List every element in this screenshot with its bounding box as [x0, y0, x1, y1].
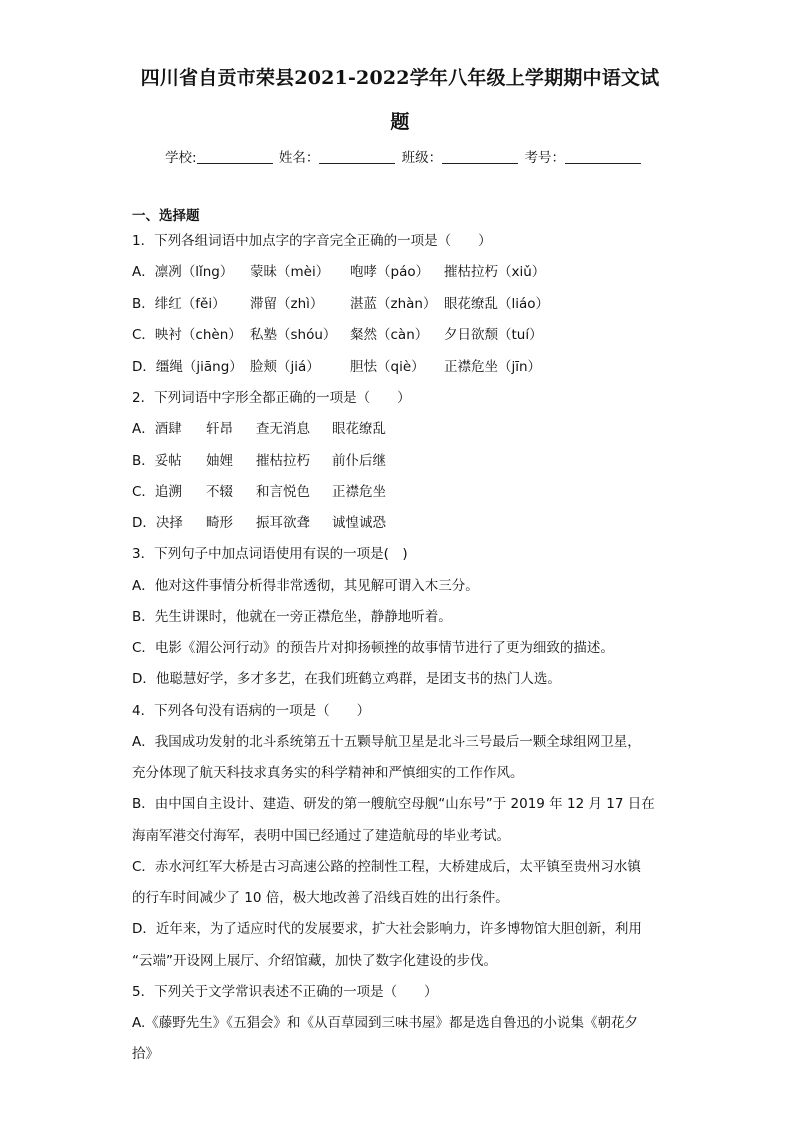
q1-c-word1: C．映衬（chèn） [132, 327, 242, 343]
q2-a-word1: A．酒肆 [132, 421, 182, 437]
q1-d-word1: D．缰绳（jiāng） [132, 359, 243, 375]
name-label: 姓名： [278, 150, 320, 166]
class-blank[interactable] [442, 149, 518, 164]
q4-line-8: “云端”开设网上展厅、介绍馆藏，加快了数字化建设的步伐。 [132, 953, 497, 969]
q4-line-2: 充分体现了航天科技求真务实的科学精神和严慎细实的工作作风。 [132, 765, 524, 781]
q1-a-word1: A．凛冽（lǐng） [132, 264, 234, 280]
q1-option-b [132, 295, 549, 313]
q2-a-word4: 眼花缭乱 [332, 421, 386, 437]
section-heading: 一、选择题 [132, 208, 200, 224]
q2-d-word1: D．决择 [132, 515, 183, 531]
q2-option-b [132, 452, 386, 470]
school-blank[interactable] [197, 149, 273, 164]
student-info-row [165, 146, 643, 166]
q1-option-c [132, 326, 543, 344]
q4-line-4: 海南军港交付海军，表明中国已经通过了建造航母的毕业考试。 [132, 828, 510, 844]
q1-d-word3: 胆怯（qiè） [350, 359, 425, 375]
question-3-stem: 3．下列句子中加点词语使用有误的一项是( ) [132, 546, 408, 562]
exam-title-line1: 四川省自贡市荣县2021-2022学年八年级上学期期中语文试 [140, 67, 660, 89]
q2-c-word3: 和言悦色 [256, 484, 310, 500]
q1-c-word2: 私塾（shóu） [250, 327, 337, 343]
q3-option-b: B．先生讲课时，他就在一旁正襟危坐，静静地听着。 [132, 609, 452, 625]
q1-b-word4: 眼花缭乱（liáo） [444, 296, 550, 312]
q5-line-1: A.《藤野先生》《五猖会》和《从百草园到三味书屋》都是选自鲁迅的小说集《朝花夕 [132, 1015, 639, 1031]
q4-line-1: A．我国成功发射的北斗系统第五十五颗导航卫星是北斗三号最后一颗全球组网卫星， [132, 734, 641, 750]
name-blank[interactable] [319, 149, 395, 164]
q2-b-word4: 前仆后继 [332, 453, 386, 469]
q1-a-word4: 摧枯拉朽（xiǔ） [444, 264, 546, 280]
q1-d-word2: 脸颊（jiá） [250, 359, 320, 375]
q4-line-6: 的行车时间减少了 10 倍，极大地改善了沿线百姓的出行条件。 [132, 890, 509, 906]
q1-a-word3: 咆哮（páo） [350, 264, 430, 280]
q2-c-word2: 不辍 [206, 484, 233, 500]
q1-c-word3: 粲然（càn） [350, 327, 429, 343]
q2-d-word3: 振耳欲聋 [256, 515, 310, 531]
question-5-stem: 5．下列关于文学常识表述不正确的一项是（ ） [132, 984, 438, 1000]
q1-b-word2: 滞留（zhì） [250, 296, 324, 312]
q3-option-d: D．他聪慧好学，多才多艺，在我们班鹤立鸡群，是团支书的热门人选。 [132, 671, 561, 687]
q2-b-word3: 摧枯拉朽 [256, 453, 310, 469]
q3-option-a: A．他对这件事情分析得非常透彻，其见解可谓入木三分。 [132, 578, 479, 594]
q4-line-3: B．由中国自主设计、建造、研发的第一艘航空母舰“山东号”于 2019 年 12 月 17 日在 [132, 796, 655, 812]
q2-option-c [132, 483, 386, 501]
q2-d-word4: 诚惶诚恐 [332, 515, 386, 531]
question-2-stem: 2．下列词语中字形全都正确的一项是（ ） [132, 390, 411, 406]
q2-a-word3: 查无消息 [256, 421, 310, 437]
q2-b-word1: B．妥帖 [132, 453, 182, 469]
q1-b-word3: 湛蓝（zhàn） [350, 296, 437, 312]
q2-c-word1: C．追溯 [132, 484, 182, 500]
q2-a-word2: 轩昂 [206, 421, 233, 437]
q2-d-word2: 畸形 [206, 515, 233, 531]
number-label: 考号： [524, 150, 565, 166]
q5-line-2: 拾》 [132, 1046, 159, 1062]
q4-line-7: D．近年来，为了适应时代的发展要求，扩大社会影响力，许多博物馆大胆创新，利用 [132, 921, 642, 937]
q1-a-word2: 蒙昧（mèi） [250, 264, 330, 280]
question-1-stem: 1．下列各组词语中加点字的字音完全正确的一项是（ ） [132, 233, 492, 249]
q1-d-word4: 正襟危坐（jīn） [444, 359, 542, 375]
q1-option-a [132, 263, 545, 281]
exam-title-line2: 题 [390, 111, 410, 133]
school-label: 学校: [165, 150, 197, 166]
class-label: 班级： [401, 150, 443, 166]
q2-option-d [132, 514, 386, 532]
q2-c-word4: 正襟危坐 [332, 484, 386, 500]
q1-option-d [132, 358, 541, 376]
number-blank[interactable] [565, 149, 641, 164]
q3-option-c: C．电影《湄公河行动》的预告片对抑扬顿挫的故事情节进行了更为细致的描述。 [132, 640, 614, 656]
question-4-stem: 4．下列各句没有语病的一项是（ ） [132, 703, 371, 719]
q1-b-word1: B．绯红（fěi） [132, 296, 226, 312]
q2-option-a [132, 420, 386, 438]
q4-line-5: C．赤水河红军大桥是古习高速公路的控制性工程，大桥建成后，太平镇至贵州习水镇 [132, 859, 641, 875]
q2-b-word2: 妯娌 [206, 453, 233, 469]
q1-c-word4: 夕日欲颓（tuí） [444, 327, 543, 343]
